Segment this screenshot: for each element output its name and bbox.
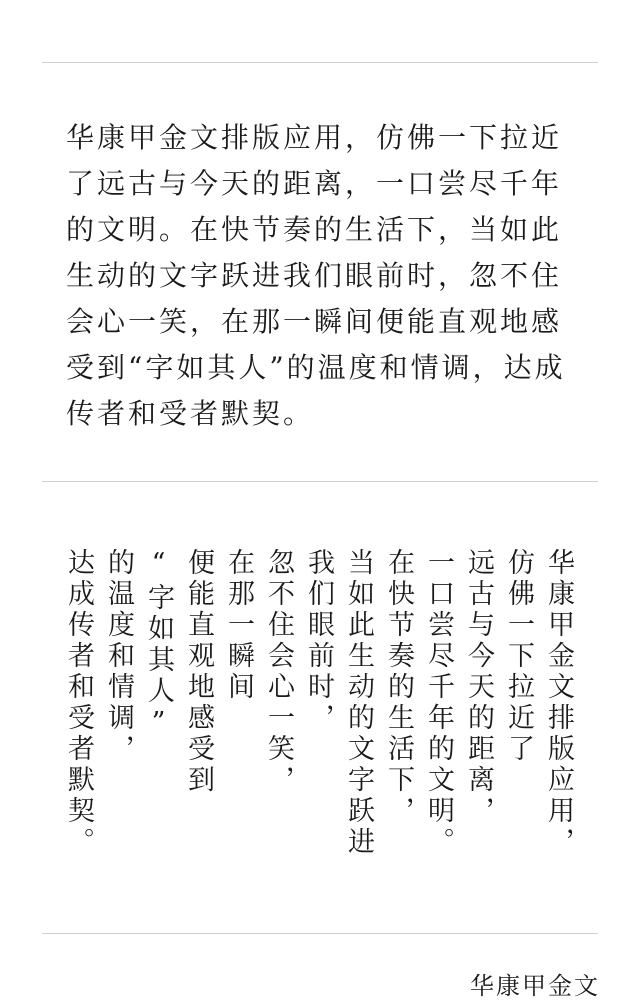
vertical-column: 忽不住会心一笑， bbox=[263, 548, 294, 796]
vertical-column: 便能直观地感受到 bbox=[183, 548, 214, 796]
vertical-column: 在那一瞬间 bbox=[223, 548, 254, 703]
vertical-text-block bbox=[62, 548, 574, 878]
vertical-column: 远古与今天的距离， bbox=[463, 548, 494, 827]
vertical-column: 仿佛一下拉近了 bbox=[503, 548, 534, 765]
vertical-column: 在快节奏的生活下， bbox=[383, 548, 414, 827]
middle-divider bbox=[42, 481, 598, 482]
top-divider bbox=[42, 62, 598, 63]
vertical-column: 当如此生动的文字跃进 bbox=[343, 548, 374, 858]
font-name-label: 华康甲金文 bbox=[470, 972, 600, 1000]
vertical-column: 一口尝尽千年的文明。 bbox=[423, 548, 454, 858]
horizontal-text-block: 华康甲金文排版应用，仿佛一下拉近了远古与今天的距离，一口尝尽千年的文明。在快节奏的生活下，当如此生动的文字跃进我们眼前时，忽不住会心一笑，在那一瞬间便能直观地感受到“字如其人”的温度和情调，达成传者和受者默契。 bbox=[66, 121, 566, 430]
vertical-column: 达成传者和受者默契。 bbox=[63, 548, 94, 858]
bottom-divider bbox=[42, 933, 598, 934]
vertical-column: 的温度和情调， bbox=[103, 548, 134, 765]
vertical-column: “字如其人” bbox=[143, 548, 174, 742]
vertical-column: 华康甲金文排版应用， bbox=[543, 548, 574, 858]
vertical-column: 我们眼前时， bbox=[303, 548, 334, 734]
